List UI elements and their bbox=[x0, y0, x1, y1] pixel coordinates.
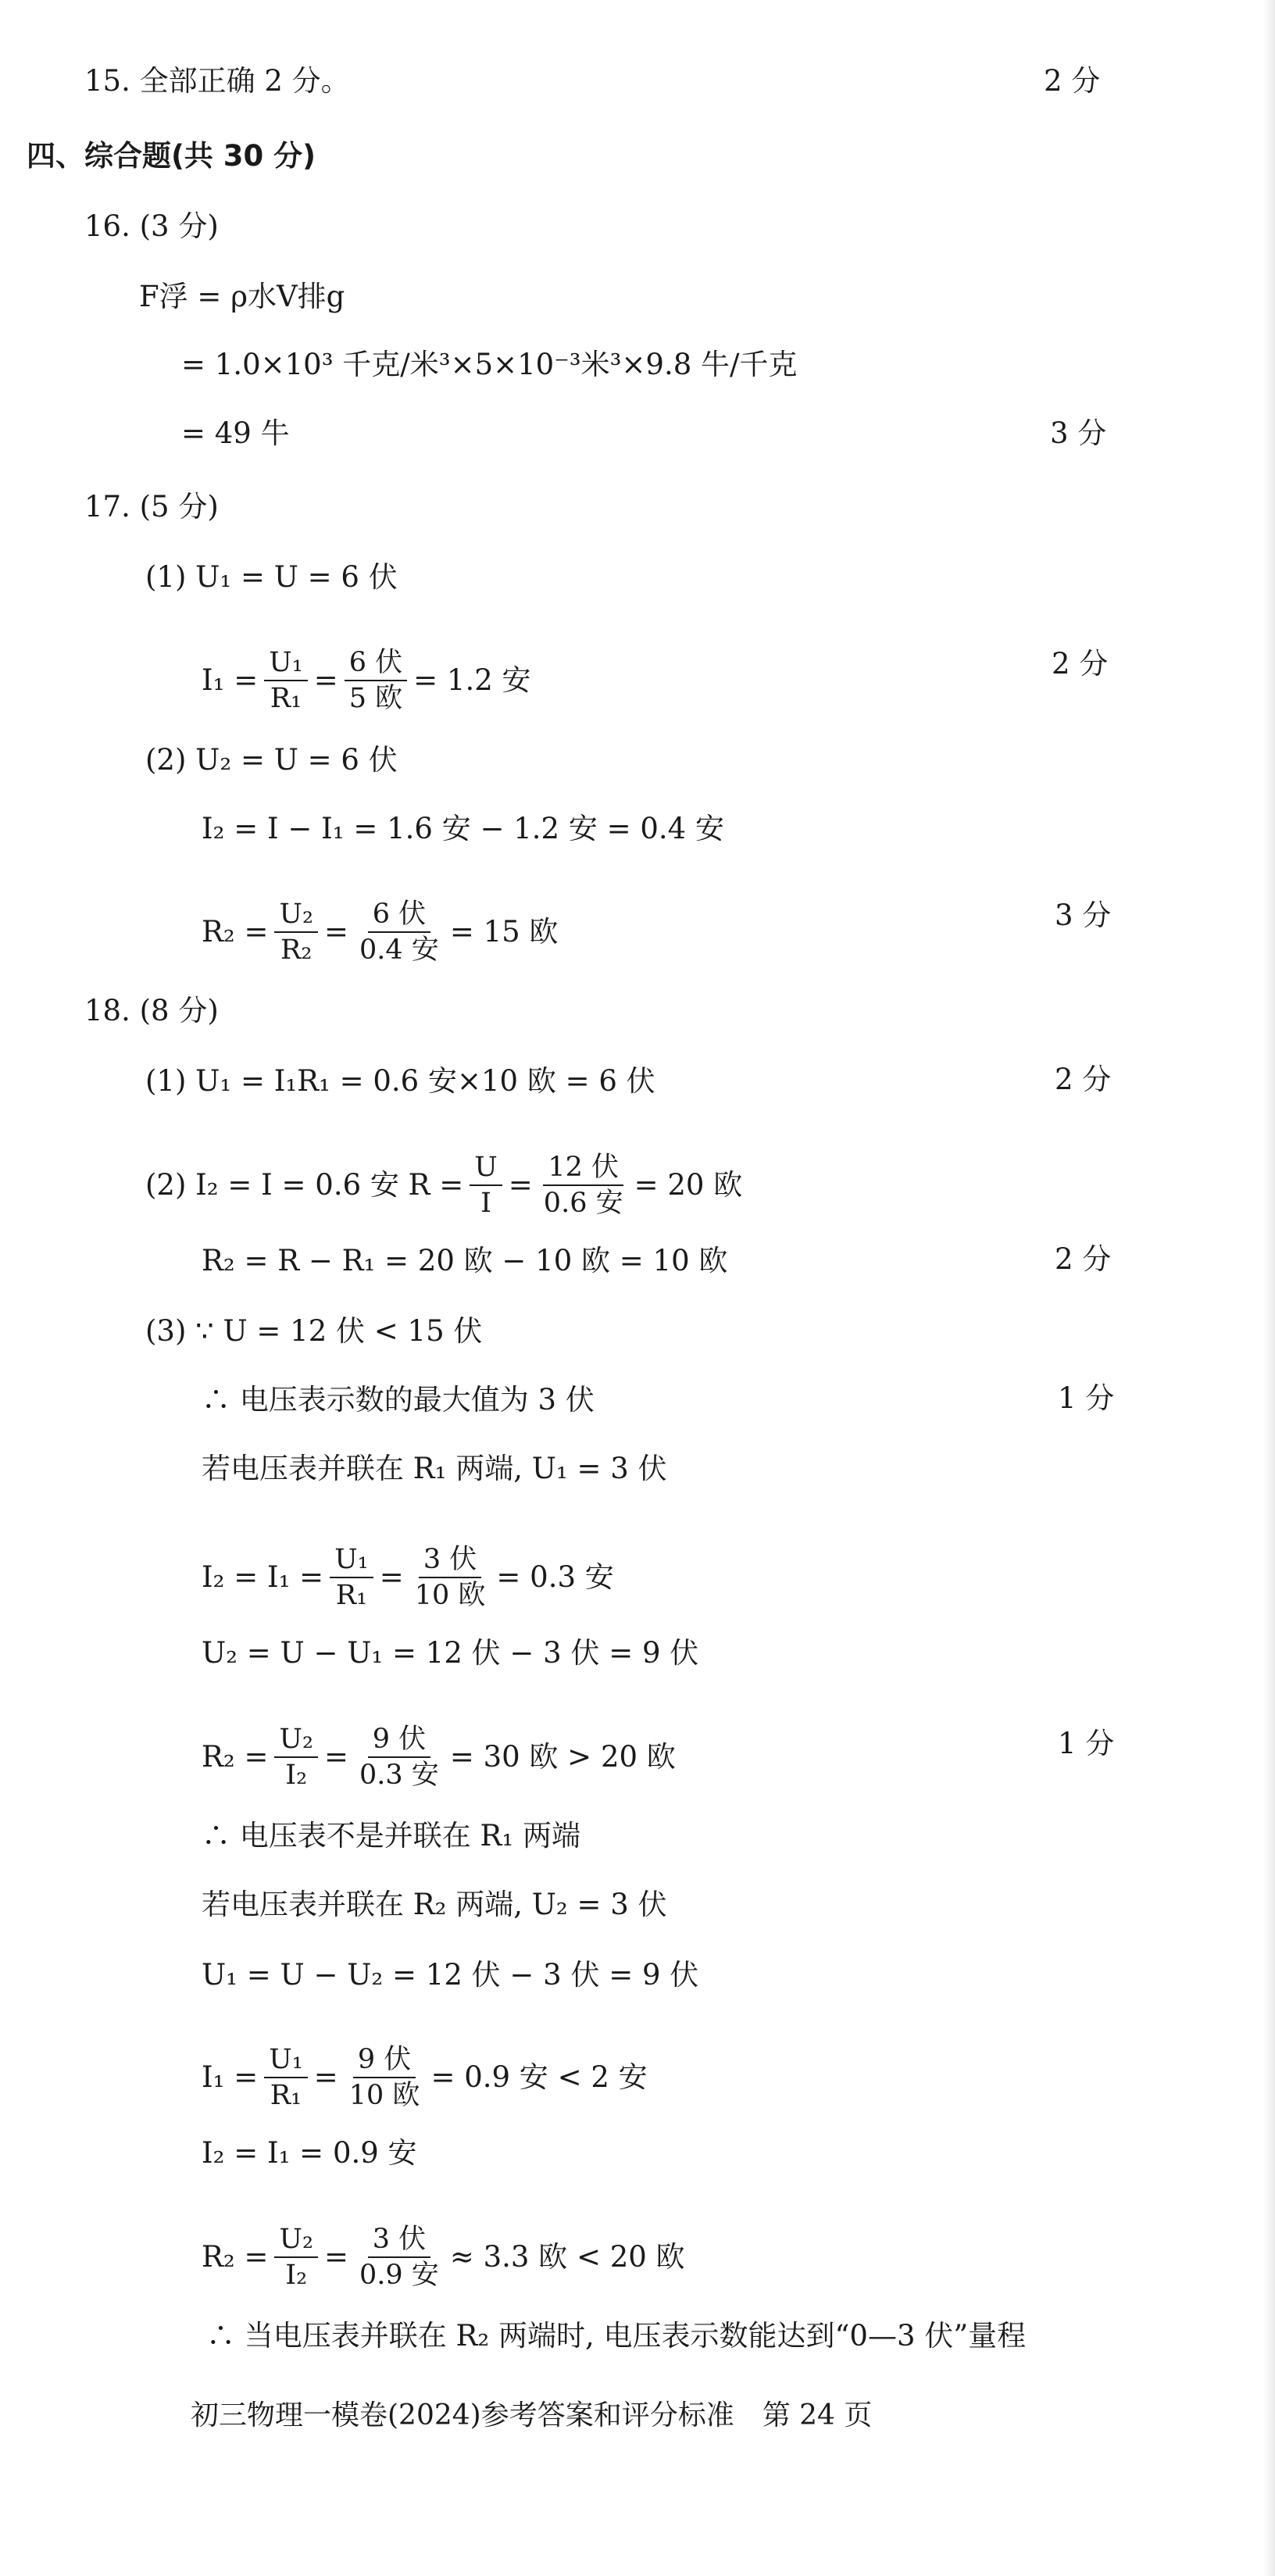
q18-line-10: ∴ 电压表不是并联在 R₁ 两端 bbox=[202, 1819, 580, 1853]
equals: = bbox=[324, 1740, 349, 1774]
fraction bbox=[355, 1722, 444, 1792]
numerator: U₂ bbox=[274, 1722, 318, 1758]
q16-points: 3 分 bbox=[1050, 416, 1107, 450]
denominator: R₁ bbox=[270, 2080, 302, 2111]
q18-formula-r2-a bbox=[202, 1722, 676, 1792]
numerator: 3 伏 bbox=[368, 2222, 430, 2258]
formula-lhs: R₂ = bbox=[202, 1740, 269, 1774]
q18-formula-i2 bbox=[202, 1542, 614, 1613]
equals: = bbox=[313, 2060, 338, 2094]
q18-line-1: (1) U₁ = I₁R₁ = 0.6 安×10 欧 = 6 伏 bbox=[145, 1064, 655, 1098]
denominator: 5 欧 bbox=[348, 683, 403, 714]
page-edge-shadow bbox=[1264, 0, 1275, 2576]
q17-points-2: 3 分 bbox=[1055, 899, 1112, 932]
q18-line-11: 若电压表并联在 R₂ 两端, U₂ = 3 伏 bbox=[202, 1888, 667, 1921]
q16-line-1: F浮 = ρ水V排g bbox=[139, 280, 345, 313]
q17-formula-r2 bbox=[202, 897, 558, 967]
fraction bbox=[355, 2222, 444, 2292]
denominator: R₁ bbox=[335, 1580, 368, 1611]
numerator: 9 伏 bbox=[368, 1722, 430, 1758]
q17-heading: 17. (5 分) bbox=[84, 490, 219, 523]
q18-line-3: R₂ = R − R₁ = 20 欧 − 10 欧 = 10 欧 bbox=[202, 1244, 728, 1277]
formula-result: = 30 欧 > 20 欧 bbox=[449, 1740, 676, 1774]
fraction bbox=[264, 645, 308, 716]
equals: = bbox=[379, 1560, 404, 1594]
q18-line-16: ∴ 当电压表并联在 R₂ 两端时, 电压表示数能达到“0—3 伏”量程 bbox=[206, 2319, 1027, 2353]
formula-lhs: I₁ = bbox=[202, 2060, 259, 2094]
q18-formula-r2-b bbox=[202, 2222, 685, 2292]
fraction bbox=[345, 645, 407, 716]
q18-line-8: U₂ = U − U₁ = 12 伏 − 3 伏 = 9 伏 bbox=[202, 1636, 699, 1670]
q18-points-2: 2 分 bbox=[1055, 1242, 1112, 1276]
fraction bbox=[274, 2222, 318, 2292]
fraction bbox=[274, 897, 318, 967]
numerator: 12 伏 bbox=[543, 1150, 623, 1186]
formula-lhs: I₂ = I₁ = bbox=[202, 1560, 324, 1594]
fraction bbox=[470, 1150, 502, 1220]
equals: = bbox=[508, 1168, 533, 1202]
q15-line: 15. 全部正确 2 分。 bbox=[84, 64, 350, 98]
q16-heading: 16. (3 分) bbox=[84, 209, 219, 243]
formula-result: ≈ 3.3 欧 < 20 欧 bbox=[449, 2240, 685, 2274]
q17-formula-i1 bbox=[202, 645, 531, 716]
formula-result: = 1.2 安 bbox=[413, 663, 531, 697]
fraction bbox=[539, 1150, 628, 1220]
q18-points-3: 1 分 bbox=[1058, 1381, 1115, 1415]
denominator: I bbox=[480, 1188, 491, 1219]
q16-line-3: = 49 牛 bbox=[181, 416, 290, 450]
q18-heading: 18. (8 分) bbox=[84, 994, 219, 1027]
q17-line-4: I₂ = I − I₁ = 1.6 安 − 1.2 安 = 0.4 安 bbox=[202, 812, 724, 845]
equals: = bbox=[313, 663, 338, 697]
fraction bbox=[345, 2042, 425, 2113]
denominator: 0.9 安 bbox=[359, 2260, 439, 2291]
numerator: 6 伏 bbox=[368, 897, 430, 933]
equals: = bbox=[324, 2240, 349, 2274]
denominator: R₂ bbox=[280, 934, 312, 966]
q18-line-5: ∴ 电压表示数的最大值为 3 伏 bbox=[202, 1383, 595, 1417]
numerator: U₂ bbox=[274, 897, 318, 933]
numerator: 6 伏 bbox=[345, 645, 407, 681]
denominator: R₁ bbox=[270, 683, 302, 714]
denominator: 10 欧 bbox=[414, 1580, 486, 1611]
q17-line-3: (2) U₂ = U = 6 伏 bbox=[145, 743, 398, 777]
numerator: U₁ bbox=[330, 1542, 373, 1578]
formula-lhs: R₂ = bbox=[202, 915, 269, 949]
equals: = bbox=[324, 915, 349, 949]
q18-formula-i1 bbox=[202, 2042, 648, 2113]
formula-result: = 15 欧 bbox=[449, 915, 559, 949]
fraction bbox=[330, 1542, 373, 1613]
numerator: U₂ bbox=[274, 2222, 318, 2258]
q17-line-1: (1) U₁ = U = 6 伏 bbox=[145, 560, 398, 594]
denominator: 10 欧 bbox=[348, 2080, 420, 2111]
q18-points-1: 2 分 bbox=[1055, 1063, 1112, 1096]
denominator: I₂ bbox=[285, 1760, 308, 1791]
denominator: 0.4 安 bbox=[359, 934, 439, 966]
q18-points-4: 1 分 bbox=[1058, 1727, 1115, 1760]
numerator: U₁ bbox=[264, 2042, 308, 2078]
section-heading: 四、综合题(共 30 分) bbox=[27, 139, 316, 173]
formula-lhs: I₁ = bbox=[202, 663, 259, 697]
page-footer: 初三物理一模卷(2024)参考答案和评分标准 第 24 页 bbox=[191, 2399, 873, 2431]
fraction bbox=[274, 1722, 318, 1792]
numerator: 9 伏 bbox=[353, 2042, 416, 2078]
denominator: I₂ bbox=[285, 2260, 308, 2291]
q18-line-6: 若电压表并联在 R₁ 两端, U₁ = 3 伏 bbox=[202, 1452, 667, 1485]
formula-result: = 20 欧 bbox=[634, 1168, 743, 1202]
formula-lhs: R₂ = bbox=[202, 2240, 269, 2274]
q18-formula-r bbox=[145, 1150, 742, 1220]
q16-line-2: = 1.0×10³ 千克/米³×5×10⁻³米³×9.8 牛/千克 bbox=[181, 348, 798, 381]
numerator: U₁ bbox=[264, 645, 308, 681]
formula-result: = 0.9 安 < 2 安 bbox=[430, 2060, 648, 2094]
numerator: 3 伏 bbox=[419, 1542, 481, 1578]
fraction bbox=[264, 2042, 308, 2113]
formula-result: = 0.3 安 bbox=[496, 1560, 614, 1594]
fraction bbox=[410, 1542, 491, 1613]
numerator: U bbox=[470, 1150, 502, 1186]
formula-lhs: (2) I₂ = I = 0.6 安 R = bbox=[145, 1168, 464, 1202]
q18-line-14: I₂ = I₁ = 0.9 安 bbox=[202, 2136, 417, 2170]
q18-line-12: U₁ = U − U₂ = 12 伏 − 3 伏 = 9 伏 bbox=[202, 1958, 699, 1992]
q18-line-4: (3) ∵ U = 12 伏 < 15 伏 bbox=[145, 1314, 483, 1348]
q17-points-1: 2 分 bbox=[1052, 647, 1109, 681]
denominator: 0.6 安 bbox=[543, 1188, 623, 1219]
denominator: 0.3 安 bbox=[359, 1760, 439, 1791]
fraction bbox=[355, 897, 444, 967]
q15-points: 2 分 bbox=[1044, 64, 1101, 98]
